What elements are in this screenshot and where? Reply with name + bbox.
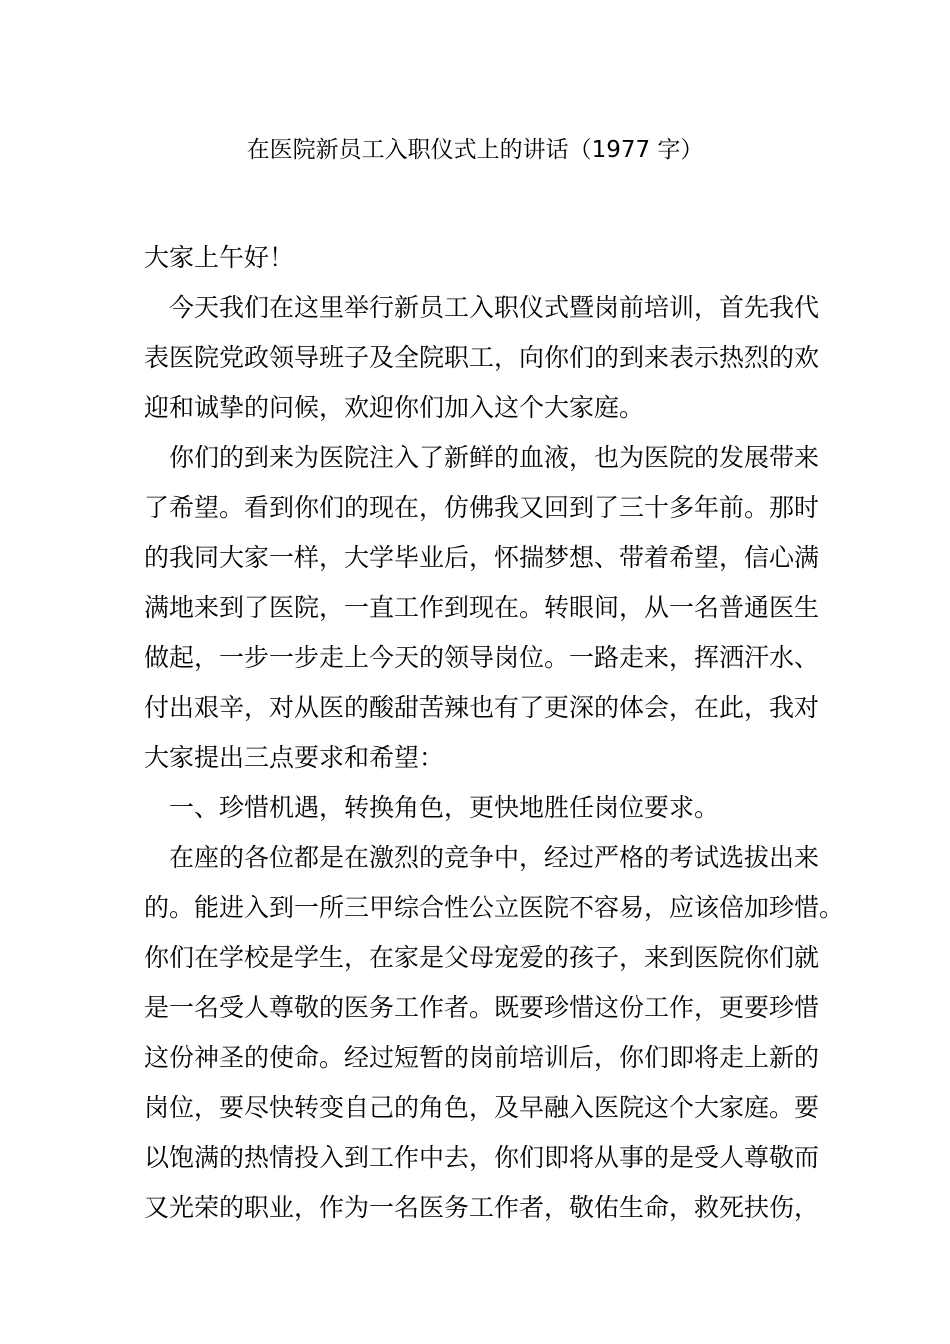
body-line: 的。能进入到一所三甲综合性公立医院不容易，应该倍加珍惜。 xyxy=(144,893,845,922)
body-line: 了希望。看到你们的现在，仿佛我又回到了三十多年前。那时 xyxy=(144,493,820,522)
body-line: 大家提出三点要求和希望： xyxy=(144,743,445,772)
document-title: 在医院新员工入职仪式上的讲话（1977 字） xyxy=(246,137,704,163)
body-line: 以饱满的热情投入到工作中去，你们即将从事的是受人尊敬而 xyxy=(144,1143,820,1172)
body-line: 迎和诚挚的问候，欢迎你们加入这个大家庭。 xyxy=(144,393,645,422)
body-line: 你们在学校是学生，在家是父母宠爱的孩子，来到医院你们就 xyxy=(144,943,820,972)
section-heading: 一、珍惜机遇，转换角色，更快地胜任岗位要求。 xyxy=(144,793,720,822)
body-line: 的我同大家一样，大学毕业后，怀揣梦想、带着希望，信心满 xyxy=(144,543,820,572)
body-line: 满地来到了医院，一直工作到现在。转眼间，从一名普通医生 xyxy=(144,593,820,622)
body-line: 这份神圣的使命。经过短暂的岗前培训后，你们即将走上新的 xyxy=(144,1043,820,1072)
body-line: 做起，一步一步走上今天的领导岗位。一路走来，挥洒汗水、 xyxy=(144,643,820,672)
body-line: 今天我们在这里举行新员工入职仪式暨岗前培训，首先我代 xyxy=(144,293,820,322)
document-body xyxy=(144,233,845,1233)
body-line-greeting: 大家上午好！ xyxy=(144,243,295,272)
body-line: 在座的各位都是在激烈的竞争中，经过严格的考试选拔出来 xyxy=(144,843,820,872)
body-line: 岗位，要尽快转变自己的角色，及早融入医院这个大家庭。要 xyxy=(144,1093,820,1122)
body-line: 表医院党政领导班子及全院职工，向你们的到来表示热烈的欢 xyxy=(144,343,820,372)
body-line: 是一名受人尊敬的医务工作者。既要珍惜这份工作，更要珍惜 xyxy=(144,993,820,1022)
body-line: 又光荣的职业，作为一名医务工作者，敬佑生命，救死扶伤， xyxy=(144,1193,820,1222)
body-line: 你们的到来为医院注入了新鲜的血液，也为医院的发展带来 xyxy=(144,443,820,472)
body-line: 付出艰辛，对从医的酸甜苦辣也有了更深的体会，在此，我对 xyxy=(144,693,820,722)
